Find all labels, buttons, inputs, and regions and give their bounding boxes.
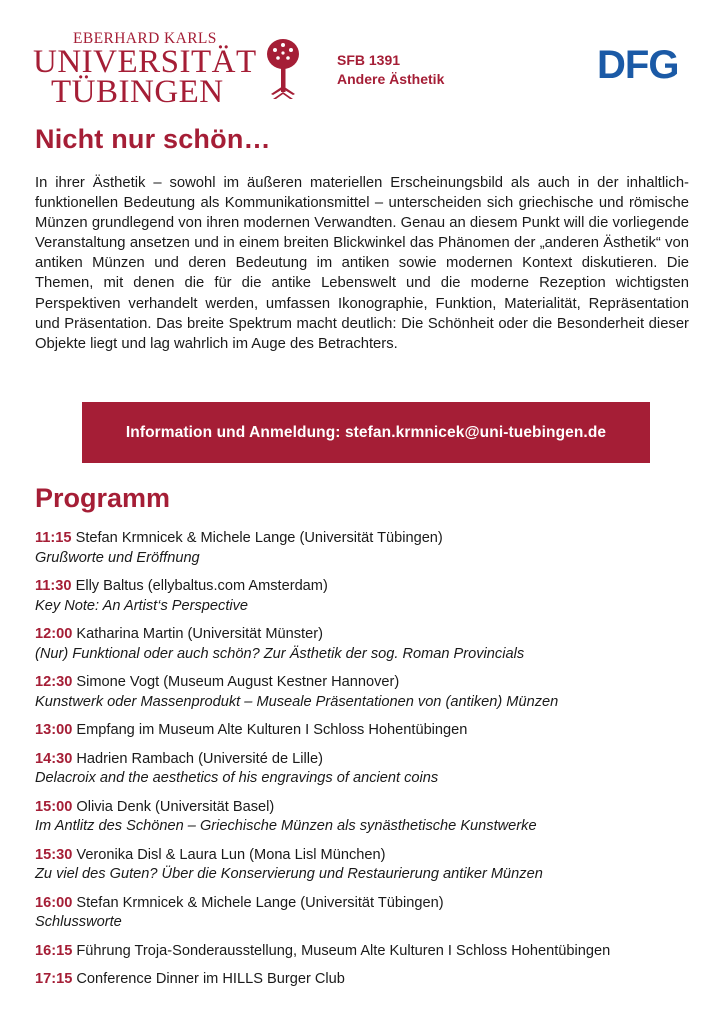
program-item <box>35 673 705 712</box>
intro-paragraph: In ihrer Ästhetik – sowohl im äußeren materiellen Erscheinungsbild als auch in der inhaltlich-funktionellen Bedeutung als Kommunikationsmittel – unterscheiden sich griechische und römische Münzen grundlegend von ihren modernen Verwandten. Genau an diesem Punkt will die vorliegende Veranstaltung ansetzen und in einem breiten Blickwinkel das Phänomen der „anderen Ästhetik“ von antiken Münzen und deren Bedeutung im antiken sowie modernen Kontext diskutieren. Die Themen, mit denen die für die antike Lebenswelt und die moderne Rezeption wichtigsten Perspektiven verhandelt werden, umfassen Ikonographie, Funktion, Materialität, Repräsentation und Präsentation. Das breite Spektrum macht deutlich: Die Schönheit oder die Besonderheit dieser Objekte liegt und lag wahrlich im Auge des Betrachters. <box>35 175 689 352</box>
program-speaker: Simone Vogt (Museum August Kestner Hannover) <box>76 674 400 690</box>
program-item <box>35 721 705 741</box>
program-list <box>35 529 705 999</box>
registration-info-text: Information und Anmeldung: stefan.krmnicek@uni-tuebingen.de <box>125 423 607 441</box>
program-talk-title: Grußworte und Eröffnung <box>35 549 200 566</box>
dfg-logo-text: DFG <box>597 44 679 84</box>
program-talk-title: Delacroix and the aesthetics of his engravings of ancient coins <box>35 770 439 786</box>
university-logo-line3: TÜBINGEN <box>51 74 224 110</box>
program-speaker: Elly Baltus (ellybaltus.com Amsterdam) <box>75 578 328 594</box>
program-time: 17:15 <box>35 971 73 987</box>
page-title: Nicht nur schön… <box>35 124 271 154</box>
program-item <box>35 529 705 568</box>
program-speaker: Katharina Martin (Universität Münster) <box>76 626 323 642</box>
dfg-logo-icon <box>597 44 691 84</box>
sfb-label <box>337 51 444 89</box>
tree-emblem-icon <box>263 36 303 100</box>
program-time: 12:30 <box>35 674 73 690</box>
program-speaker: Conference Dinner im HILLS Burger Club <box>76 971 345 987</box>
program-item <box>35 846 705 885</box>
program-item <box>35 942 705 962</box>
program-time: 16:15 <box>35 942 73 959</box>
program-time: 14:30 <box>35 750 73 767</box>
program-time: 11:15 <box>35 530 72 546</box>
registration-info-banner <box>82 402 650 463</box>
program-speaker: Stefan Krmnicek & Michele Lange (Universität Tübingen) <box>76 894 444 911</box>
header <box>0 0 724 120</box>
sfb-name: Andere Ästhetik <box>337 71 445 87</box>
program-item <box>35 625 705 664</box>
program-speaker: Olivia Denk (Universität Basel) <box>76 798 275 815</box>
program-speaker: Stefan Krmnicek & Michele Lange (Universität Tübingen) <box>75 530 443 546</box>
program-time: 13:00 <box>35 722 73 738</box>
sfb-number: SFB 1391 <box>337 52 401 68</box>
program-item <box>35 798 705 837</box>
program-speaker: Empfang im Museum Alte Kulturen I Schloss Hohentübingen <box>76 722 468 738</box>
program-talk-title: Zu viel des Guten? Über die Konservierung und Restaurierung antiker Münzen <box>35 866 543 882</box>
program-time: 16:00 <box>35 894 73 911</box>
program-item <box>35 894 705 933</box>
program-talk-title: (Nur) Funktional oder auch schön? Zur Ästhetik der sog. Roman Provincials <box>35 645 525 662</box>
program-item <box>35 750 705 789</box>
university-logo-line1: EBERHARD KARLS <box>73 30 217 47</box>
program-item <box>35 577 705 616</box>
program-talk-title: Im Antlitz des Schönen – Griechische Münzen als synästhetische Kunstwerke <box>35 818 537 834</box>
program-speaker: Hadrien Rambach (Université de Lille) <box>76 750 323 767</box>
program-time: 15:30 <box>35 846 73 863</box>
program-heading: Programm <box>35 483 171 513</box>
program-talk-title: Schlussworte <box>35 914 122 930</box>
program-time: 15:00 <box>35 798 73 815</box>
program-talk-title: Key Note: An Artist‘s Perspective <box>35 597 249 614</box>
program-time: 12:00 <box>35 626 73 642</box>
university-logo-line2: UNIVERSITÄT <box>33 44 257 80</box>
program-time: 11:30 <box>35 578 72 594</box>
program-talk-title: Kunstwerk oder Massenprodukt – Museale Präsentationen von (antiken) Münzen <box>35 693 559 710</box>
program-speaker: Veronika Disl & Laura Lun (Mona Lisl München) <box>76 846 386 863</box>
program-item <box>35 970 705 990</box>
program-speaker: Führung Troja-Sonderausstellung, Museum Alte Kulturen I Schloss Hohentübingen <box>76 942 611 959</box>
